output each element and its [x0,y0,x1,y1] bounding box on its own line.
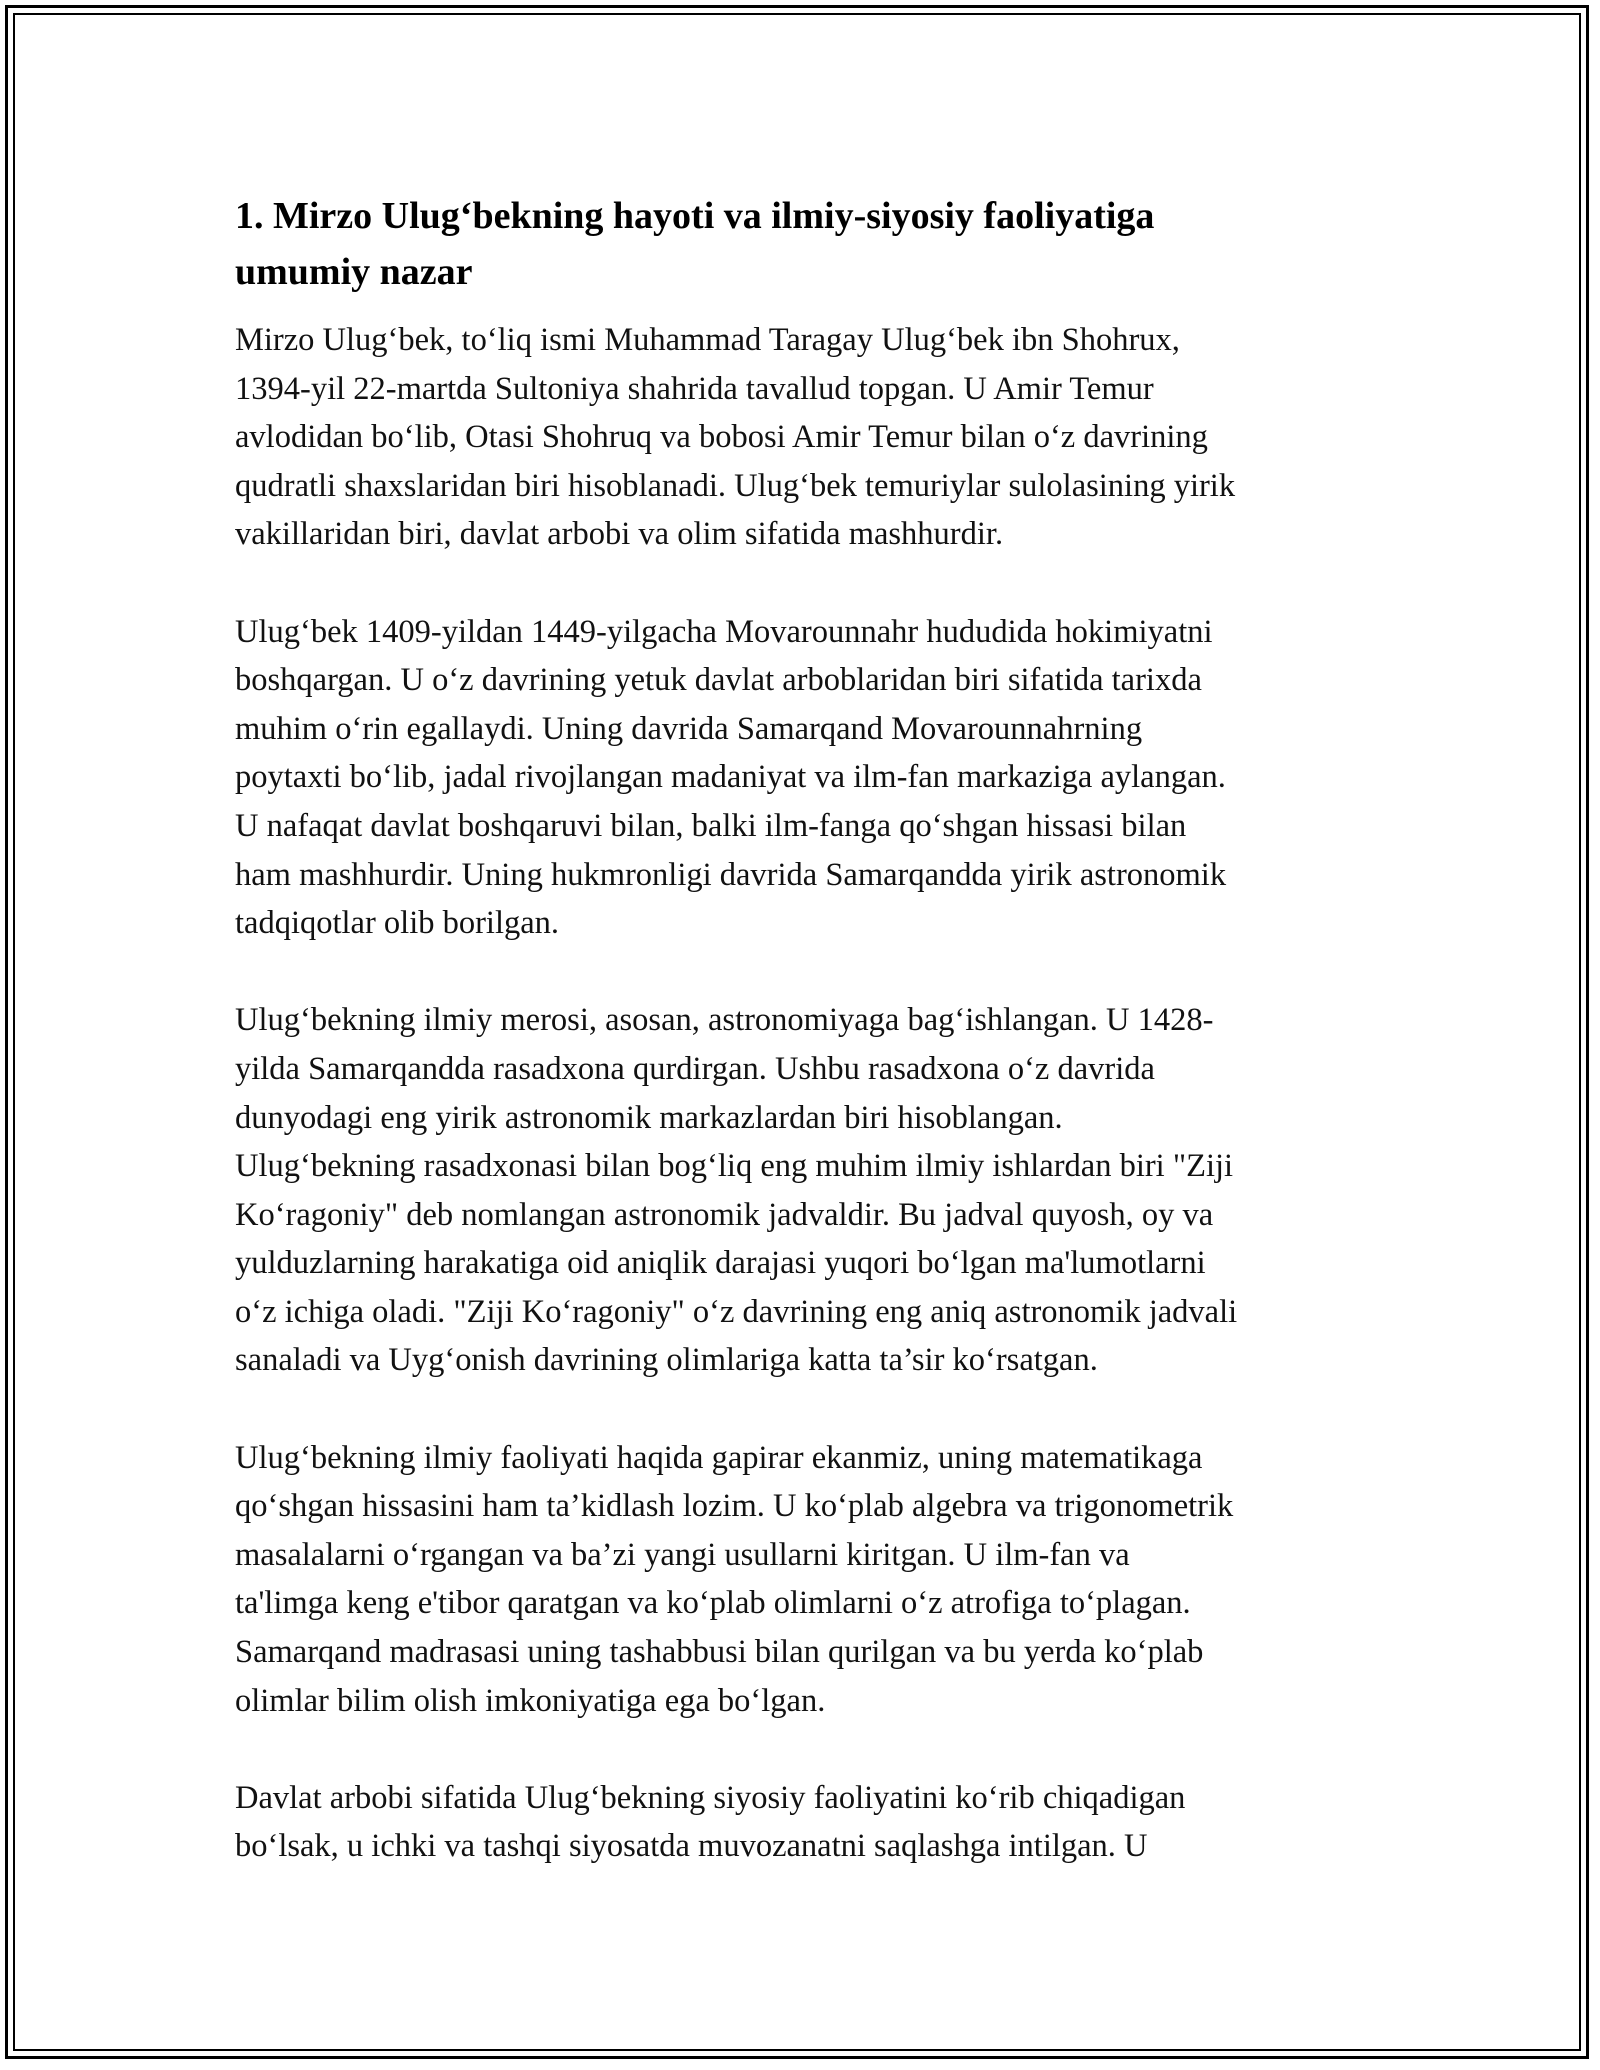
text-line: Ko‘ragoniy" deb nomlangan astronomik jadvaldir. Bu jadval quyosh, oy va [235,1196,1214,1233]
text-line: tadqiqotlar olib borilgan. [235,905,560,942]
text-line: Davlat arbobi sifatida Ulug‘bekning siyosiy faoliyatini ko‘rib chiqadigan [235,1779,1186,1816]
paragraph-3 [235,996,1380,1385]
text-line: qo‘shgan hissasini ham ta’kidlash lozim. U ko‘plab algebra va trigonometrik [235,1488,1234,1525]
text-line: Ulug‘bekning rasadxonasi bilan bog‘liq eng muhim ilmiy ishlardan biri "Ziji [235,1148,1234,1185]
text-line: boshqargan. U o‘z davrining yetuk davlat arboblaridan biri sifatida tarixda [235,662,1202,699]
text-line: olimlar bilim olish imkoniyatiga ega bo‘lgan. [235,1682,826,1719]
text-line: U nafaqat davlat boshqaruvi bilan, balki ilm-fanga qo‘shgan hissasi bilan [235,807,1187,844]
text-line: yulduzlarning harakatiga oid aniqlik darajasi yuqori bo‘lgan ma'lumotlarni [235,1245,1206,1282]
paragraph-5 [235,1774,1380,1871]
paragraph-1 [235,316,1380,559]
text-line: qudratli shaxslaridan biri hisoblanadi. Ulug‘bek temuriylar sulolasining yirik [235,467,1236,504]
text-line: ta'limga keng e'tibor qaratgan va ko‘plab olimlarni o‘z atrofiga to‘plagan. [235,1585,1191,1622]
paragraph-4 [235,1434,1380,1726]
text-line: 1394-yil 22-martda Sultoniya shahrida tavallud topgan. U Amir Temur [235,370,1154,407]
text-line: Ulug‘bekning ilmiy faoliyati haqida gapirar ekanmiz, uning matematikaga [235,1439,1203,1476]
paragraph-2 [235,608,1380,948]
text-line: Mirzo Ulug‘bek, to‘liq ismi Muhammad Taragay Ulug‘bek ibn Shohrux, [235,322,1180,358]
text-line: Ulug‘bek 1409-yildan 1449-yilgacha Movarounnahr hududida hokimiyatni [235,613,1213,650]
text-line: yilda Samarqandda rasadxona qurdirgan. Ushbu rasadxona o‘z davrida [235,1050,1155,1087]
heading-line: umumiy nazar [235,251,473,293]
text-line: o‘z ichiga oladi. "Ziji Ko‘ragoniy" o‘z davrining eng aniq astronomik jadvali [235,1293,1238,1330]
text-line: avlodidan bo‘lib, Otasi Shohruq va bobosi Amir Temur bilan o‘z davrining [235,419,1208,456]
text-line: muhim o‘rin egallaydi. Uning davrida Samarqand Movarounnahrning [235,710,1143,747]
text-line: dunyodagi eng yirik astronomik markazlardan biri hisoblangan. [235,1099,1063,1136]
text-line: poytaxti bo‘lib, jadal rivojlangan madaniyat va ilm-fan markaziga aylangan. [235,759,1226,796]
text-line: Ulug‘bekning ilmiy merosi, asosan, astronomiyaga bag‘ishlangan. U 1428- [235,1002,1214,1039]
heading-line: 1. Mirzo Ulug‘bekning hayoti va ilmiy-siyosiy faoliyatiga [235,195,1155,237]
text-line: vakillaridan biri, davlat arbobi va olim sifatida mashhurdir. [235,516,1004,553]
text-line: masalalarni o‘rgangan va ba’zi yangi usullarni kiritgan. U ilm-fan va [235,1536,1130,1573]
text-line: Samarqand madrasasi uning tashabbusi bilan qurilgan va bu yerda ko‘plab [235,1634,1204,1671]
text-line: bo‘lsak, u ichki va tashqi siyosatda muvozanatni saqlashga intilgan. U [235,1828,1148,1865]
text-line: ham mashhurdir. Uning hukmronligi davrida Samarqandda yirik astronomik [235,856,1227,893]
document-body [235,188,1380,1920]
text-line: sanaladi va Uyg‘onish davrining olimlariga katta ta’sir ko‘rsatgan. [235,1342,1098,1379]
section-heading [235,188,1380,300]
